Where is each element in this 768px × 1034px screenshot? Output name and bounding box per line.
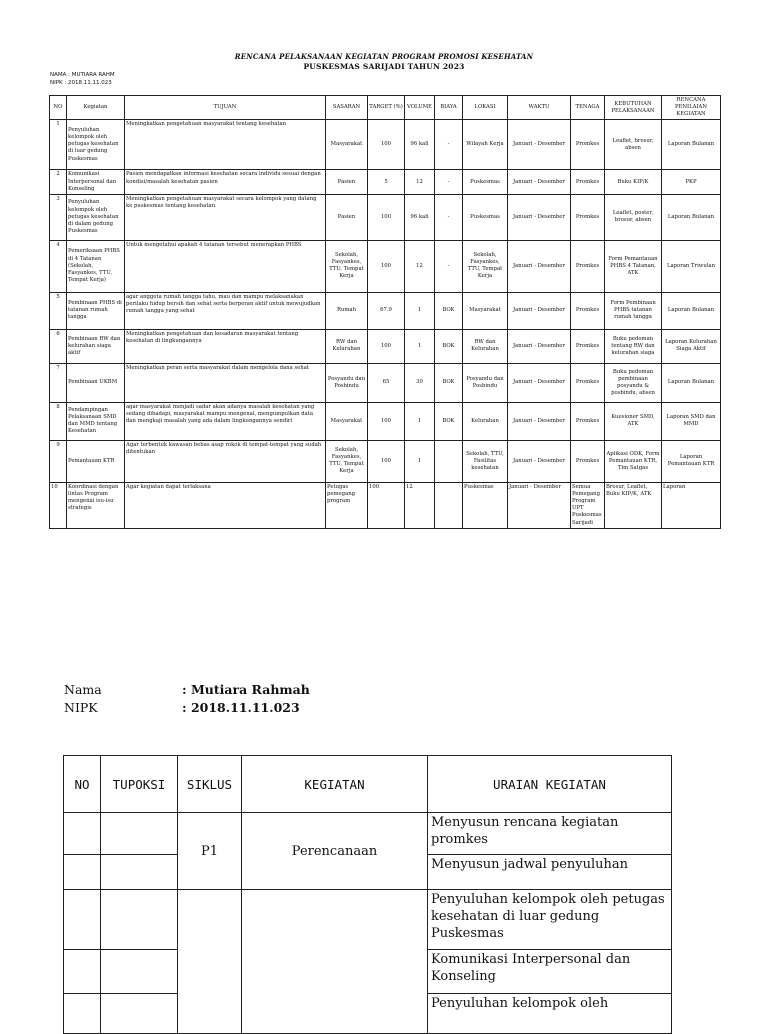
table-row — [64, 890, 672, 950]
col-kegiatan: Kegiatan — [67, 96, 125, 120]
cell-kegiatan: Komunikasi Interpersonal dan Konseling — [67, 170, 125, 194]
uraian-cell: Penyuluhan kelompok oleh petugas kesehatan di luar gedung Puskesmas — [428, 890, 672, 950]
uraian-cell: Penyuluhan kelompok oleh — [428, 994, 672, 1034]
cell-kebutuhan: Leaflet, brosur, absen — [605, 120, 662, 170]
cell-lokasi: Puskesmas — [463, 170, 508, 194]
tupoksi-cell-no — [64, 950, 101, 994]
cell-biaya — [435, 482, 463, 528]
cell-target: 100 — [368, 402, 405, 440]
table-row — [64, 813, 672, 855]
cell-no: 7 — [50, 363, 67, 402]
cell-tujuan: Pasien mendapatkan informasi kesehatan secara individu sesuai dengan kondisi/masalah kesehatan pasien — [125, 170, 326, 194]
uraian-cell: Komunikasi Interpersonal dan Konseling — [428, 950, 672, 994]
cell-kebutuhan: Leaflet, poster, brosur, absen — [605, 194, 662, 240]
cell-penilaian: Laporan Bulanan — [662, 292, 721, 329]
cell-biaya: BOK — [435, 402, 463, 440]
col-biaya: BIAYA — [435, 96, 463, 120]
cell-tenaga: Promkes — [571, 170, 605, 194]
col-waktu: WAKTU — [508, 96, 571, 120]
cell-target: 100 — [368, 240, 405, 292]
col-no: NO — [50, 96, 67, 120]
cell-penilaian: Laporan Pemantauan KTR — [662, 440, 721, 482]
meta-nama: NAMA : MUTIARA RAHM — [50, 72, 115, 78]
cell-lokasi: Posyandu dan Posbindu — [463, 363, 508, 402]
tupoksi-cell-kegiatan: Perencanaan — [242, 813, 428, 890]
cell-no: 3 — [50, 194, 67, 240]
cell-tenaga: Semua Pemegang Program UPT Puskesmas Sarijadi — [571, 482, 605, 528]
cell-no: 8 — [50, 402, 67, 440]
cell-volume: 96 kali — [405, 194, 435, 240]
cell-waktu: Januari - Desember — [508, 402, 571, 440]
cell-volume: 30 — [405, 363, 435, 402]
cell-volume: 12 — [405, 240, 435, 292]
cell-waktu: Januari - Desember — [508, 482, 571, 528]
cell-biaya — [435, 440, 463, 482]
cell-sasaran: Posyandu dan Posbindu — [326, 363, 368, 402]
cell-target: 5 — [368, 170, 405, 194]
table-row — [50, 170, 721, 194]
table-row — [50, 194, 721, 240]
cell-kegiatan: Penyuluhan kelompok oleh petugas kesehatan di dalam gedung Puskesmas — [67, 194, 125, 240]
table-row — [50, 363, 721, 402]
plan-table — [49, 95, 721, 529]
cell-tujuan: Agar terbentuk kawasan bebas asap rokok di tempat-tempat yang sudah ditentukan — [125, 440, 326, 482]
col-kebutuhan: KEBUTUHAN PELAKSANAAN — [605, 96, 662, 120]
tupoksi-col-no: NO — [64, 756, 101, 813]
cell-lokasi: Wilayah Kerja — [463, 120, 508, 170]
cell-biaya: - — [435, 194, 463, 240]
tupoksi-cell-no — [64, 994, 101, 1034]
cell-biaya: BOK — [435, 292, 463, 329]
cell-target: 100 — [368, 194, 405, 240]
cell-target: 100 — [368, 120, 405, 170]
table-row — [50, 329, 721, 363]
meta-nipk: NIPK : 2018.11.11.023 — [50, 80, 112, 86]
cell-tenaga: Promkes — [571, 440, 605, 482]
cell-no: 4 — [50, 240, 67, 292]
tupoksi-header-row — [64, 756, 672, 813]
tupoksi-cell-tupoksi — [101, 855, 178, 890]
tupoksi-cell-tupoksi — [101, 890, 178, 950]
tupoksi-cell-no — [64, 890, 101, 950]
cell-tujuan: Meningkatkan pengetahuan masyarakat tentang kesehatan — [125, 120, 326, 170]
cell-sasaran: Petugas pemegang program — [326, 482, 368, 528]
cell-kegiatan: Pembinaan UKBM — [67, 363, 125, 402]
cell-sasaran: Sekolah, Fasyankes, TTU, Tempat Kerja — [326, 440, 368, 482]
uraian-cell: Menyusun jadwal penyuluhan — [428, 855, 672, 890]
table-row — [50, 402, 721, 440]
tupoksi-cell-no — [64, 855, 101, 890]
cell-penilaian: Laporan Kelurahan Siaga Aktif — [662, 329, 721, 363]
cell-waktu: Januari - Desember — [508, 292, 571, 329]
col-tujuan: TUJUAN — [125, 96, 326, 120]
cell-volume: 1 — [405, 292, 435, 329]
cell-lokasi: Puskesmas — [463, 194, 508, 240]
cell-target: 100 — [368, 482, 405, 528]
cell-tenaga: Promkes — [571, 292, 605, 329]
bio-nipk — [64, 700, 300, 715]
cell-waktu: Januari - Desember — [508, 170, 571, 194]
cell-tujuan: Meningkatkan pengetahuan masyarakat secara kelompok yang datang ke puskesmas tentang kesehatan — [125, 194, 326, 240]
col-penilaian: RENCANA PENILAIAN KEGIATAN — [662, 96, 721, 120]
cell-penilaian: Laporan Triwulan — [662, 240, 721, 292]
cell-kegiatan: Pembinaan RW dan kelurahan siaga aktif — [67, 329, 125, 363]
table-row — [50, 120, 721, 170]
tupoksi-cell-tupoksi — [101, 813, 178, 855]
cell-tenaga: Promkes — [571, 329, 605, 363]
cell-biaya: - — [435, 170, 463, 194]
cell-penilaian: Laporan Bulanan — [662, 194, 721, 240]
col-tenaga: TENAGA — [571, 96, 605, 120]
cell-target: 67.9 — [368, 292, 405, 329]
cell-penilaian: PKP — [662, 170, 721, 194]
cell-tujuan: Meningkatkan pengetahuan dan kesadaran masyarakat tentang kesehatan di lingkungannya — [125, 329, 326, 363]
tupoksi-col-kegiatan: KEGIATAN — [242, 756, 428, 813]
cell-kebutuhan: Kuesioner SMD, ATK — [605, 402, 662, 440]
tupoksi-cell-no — [64, 813, 101, 855]
tupoksi-cell-kegiatan — [242, 890, 428, 1034]
cell-lokasi: Kelurahan — [463, 402, 508, 440]
bio-nipk-label: NIPK — [64, 700, 98, 715]
col-sasaran: SASARAN — [326, 96, 368, 120]
cell-kegiatan: Pendampingan Pelaksanaan SMD dan MMD tentang Kesehatan — [67, 402, 125, 440]
cell-tenaga: Promkes — [571, 194, 605, 240]
cell-no: 9 — [50, 440, 67, 482]
cell-kegiatan: Pembinaan PHBS di tatanan rumah tangga — [67, 292, 125, 329]
document-title: RENCANA PELAKSANAAN KEGIATAN PROGRAM PROMOSI KESEHATAN — [234, 52, 534, 61]
table-row — [50, 440, 721, 482]
cell-target: 65 — [368, 363, 405, 402]
cell-lokasi: Puskesmas — [463, 482, 508, 528]
cell-tujuan: agar masyarakat menjadi sadar akan adanya masalah kesehatan yang sedang dihadapi, masyarakat mampu mengenal, mengumpulkan data dan mengkaji masalah yang ada dalam lingkungannya sendiri — [125, 402, 326, 440]
tupoksi-cell-siklus — [178, 890, 242, 1034]
cell-kebutuhan: Buku pedoman pembinaan posyandu & posbindu, absen — [605, 363, 662, 402]
tupoksi-col-uraian: URAIAN KEGIATAN — [428, 756, 672, 813]
cell-tujuan: Meningkatkan peran serta masyarakat dalam mengelola dana sehat — [125, 363, 326, 402]
tupoksi-cell-tupoksi — [101, 950, 178, 994]
cell-kebutuhan: Aplikasi ODK, Form Pemantauan KTR, Tim Satgas — [605, 440, 662, 482]
cell-penilaian: Laporan Bulanan — [662, 363, 721, 402]
tupoksi-col-siklus: SIKLUS — [178, 756, 242, 813]
cell-sasaran: Sekolah, Fasyankes, TTU, Tempat Kerja — [326, 240, 368, 292]
cell-sasaran: Masyarakat — [326, 402, 368, 440]
uraian-cell: Menyusun rencana kegiatan promkes — [428, 813, 672, 855]
cell-kegiatan: Penyuluhan kelompok oleh petugas kesehatan di luar gedung Puskesmas — [67, 120, 125, 170]
cell-lokasi: RW dan Kelurahan — [463, 329, 508, 363]
cell-kegiatan: Pemeriksaan PHBS di 4 Tatanan (Sekolah, Fasyankes, TTU, Tempat Kerja) — [67, 240, 125, 292]
bio-nipk-value: : 2018.11.11.023 — [182, 700, 300, 715]
cell-no: 6 — [50, 329, 67, 363]
plan-header-row — [50, 96, 721, 120]
cell-volume: 1 — [405, 402, 435, 440]
cell-biaya: - — [435, 240, 463, 292]
cell-biaya: - — [435, 120, 463, 170]
cell-kegiatan: Koordinasi dengan lintas Program mengenai isu-isu strategis — [67, 482, 125, 528]
cell-target: 100 — [368, 329, 405, 363]
cell-volume: 12 — [405, 170, 435, 194]
cell-no: 10 — [50, 482, 67, 528]
cell-waktu: Januari - Desember — [508, 329, 571, 363]
cell-waktu: Januari - Desember — [508, 363, 571, 402]
cell-no: 1 — [50, 120, 67, 170]
cell-kebutuhan: Brosur, Leaflet, Buku KIP/K, ATK — [605, 482, 662, 528]
cell-kegiatan: Pemantauan KTR — [67, 440, 125, 482]
cell-sasaran: Masyarakat — [326, 120, 368, 170]
cell-waktu: Januari - Desember — [508, 120, 571, 170]
cell-no: 5 — [50, 292, 67, 329]
bio-nama — [64, 682, 310, 697]
cell-tujuan: agar anggota rumah tangga tahu, mau dan mampu melaksanakan perilaku hidup bersih dan sehat serta berperan aktif untuk mewujudkan rumah tangga yang sehat — [125, 292, 326, 329]
cell-waktu: Januari - Desember — [508, 440, 571, 482]
cell-sasaran: Pasien — [326, 194, 368, 240]
cell-lokasi: Masyarakat — [463, 292, 508, 329]
cell-waktu: Januari - Desember — [508, 194, 571, 240]
cell-kebutuhan: Buku pedoman tentang RW dan kelurahan siaga — [605, 329, 662, 363]
bio-nama-value: : Mutiara Rahmah — [182, 682, 310, 697]
cell-volume: 96 kali — [405, 120, 435, 170]
document-subtitle: PUSKESMAS SARIJADI TAHUN 2023 — [303, 62, 465, 71]
cell-volume: 1 — [405, 440, 435, 482]
cell-lokasi: Sekolah, Fasyankes, TTU, Tempat Kerja — [463, 240, 508, 292]
cell-biaya: BOK — [435, 363, 463, 402]
cell-sasaran: Rumah — [326, 292, 368, 329]
cell-penilaian: Laporan — [662, 482, 721, 528]
cell-tenaga: Promkes — [571, 402, 605, 440]
cell-no: 2 — [50, 170, 67, 194]
cell-volume: 1 — [405, 329, 435, 363]
cell-target: 100 — [368, 440, 405, 482]
cell-penilaian: Laporan Bulanan — [662, 120, 721, 170]
table-row — [50, 240, 721, 292]
cell-kebutuhan: Form Pemantauan PHBS 4 Tatanan, ATK — [605, 240, 662, 292]
bio-nama-label: Nama — [64, 682, 102, 697]
cell-tenaga: Promkes — [571, 240, 605, 292]
cell-lokasi: Sekolah, TTU, Fasilitas kesehatan — [463, 440, 508, 482]
cell-sasaran: Pasien — [326, 170, 368, 194]
col-target: TARGET (%) — [368, 96, 405, 120]
cell-sasaran: RW dan Kelurahan — [326, 329, 368, 363]
cell-tujuan: Untuk mengetahui apakah 4 tatanan tersebut menerapkan PHBS — [125, 240, 326, 292]
cell-tenaga: Promkes — [571, 363, 605, 402]
cell-volume: 12 — [405, 482, 435, 528]
col-lokasi: LOKASI — [463, 96, 508, 120]
cell-kebutuhan: Buku KIP/K — [605, 170, 662, 194]
cell-kebutuhan: Form Pembinaan PHBS tatanan rumah tangga — [605, 292, 662, 329]
table-row — [50, 482, 721, 528]
tupoksi-col-tupoksi: TUPOKSI — [101, 756, 178, 813]
cell-tenaga: Promkes — [571, 120, 605, 170]
col-volume: VOLUME — [405, 96, 435, 120]
cell-penilaian: Laporan SMD dan MMD — [662, 402, 721, 440]
tupoksi-table — [63, 755, 672, 1034]
cell-waktu: Januari - Desember — [508, 240, 571, 292]
cell-biaya: BOK — [435, 329, 463, 363]
table-row — [50, 292, 721, 329]
tupoksi-cell-tupoksi — [101, 994, 178, 1034]
cell-tujuan: Agar kegiatan dapat terlaksana — [125, 482, 326, 528]
tupoksi-cell-siklus: P1 — [178, 813, 242, 890]
